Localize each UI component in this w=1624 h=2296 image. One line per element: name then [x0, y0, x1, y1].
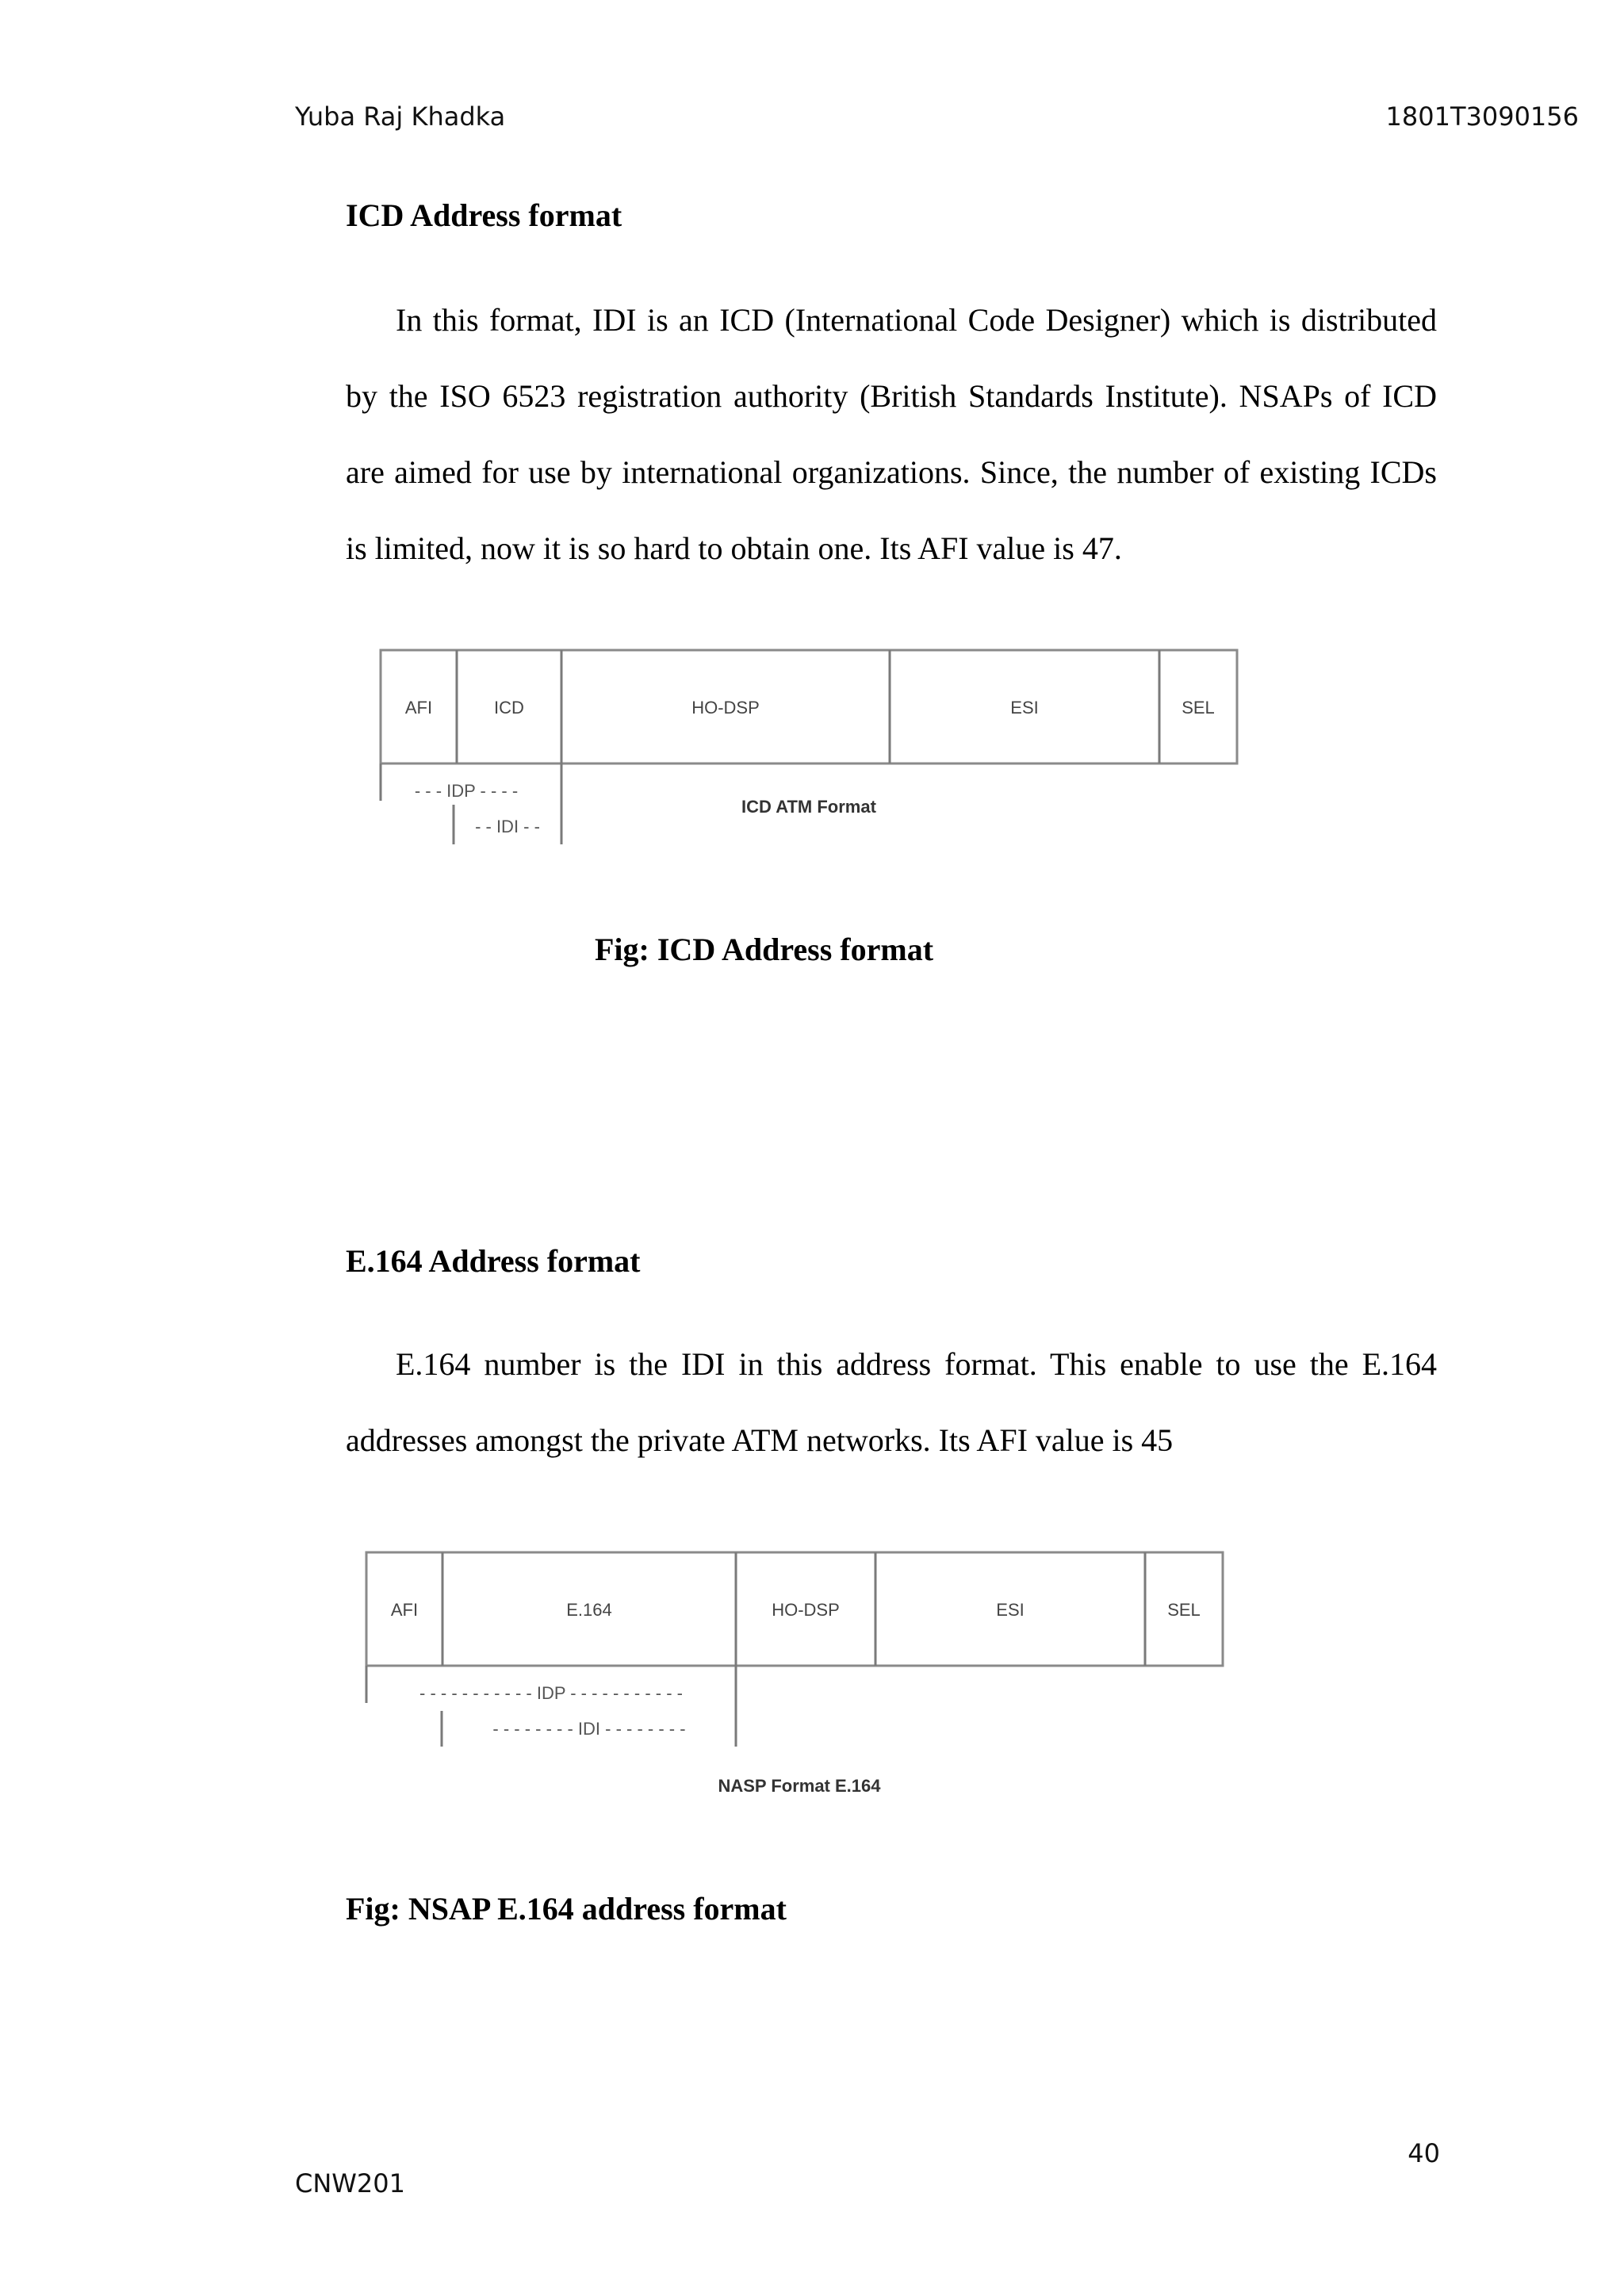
paragraph-e164: E.164 number is the IDI in this address format. This enable to use the E.164 addresses amongst the private ATM networks. Its AFI value is 45 — [346, 1346, 1437, 1458]
figure-caption-e164: Fig: NSAP E.164 address format — [346, 1891, 787, 1927]
footer-course-code: CNW201 — [295, 2168, 405, 2198]
diagram-title-icd: ICD ATM Format — [741, 797, 876, 817]
idi-span-label: - - - - - - - - IDI - - - - - - - - — [492, 1719, 686, 1739]
field-sel: SEL — [1182, 698, 1215, 718]
field-e164: E.164 — [566, 1600, 612, 1620]
e164-address-diagram — [358, 1544, 1239, 1806]
field-esi: ESI — [1010, 698, 1039, 718]
field-icd: ICD — [494, 698, 524, 718]
page-number: 40 — [1408, 2138, 1440, 2168]
field-ho-dsp: HO-DSP — [772, 1600, 840, 1620]
field-sel: SEL — [1167, 1600, 1201, 1620]
field-afi: AFI — [390, 1600, 419, 1620]
field-esi: ESI — [996, 1600, 1025, 1620]
idp-span-label: - - - - - - - - - - - IDP - - - - - - - - - - - — [419, 1683, 683, 1703]
section-heading-icd: ICD Address format — [346, 197, 622, 233]
paragraph-icd: In this format, IDI is an ICD (International Code Designer) which is distributed by the ISO 6523 registration authority (British Standards Institute). NSAPs of ICD are aimed for use by international organizations. Since, the number of existing ICDs is limited, now it is so hard to obtain one. Its AFI value is 47. — [346, 302, 1437, 566]
header-student-id: 1801T3090156 — [1385, 101, 1579, 132]
field-afi: AFI — [404, 698, 433, 718]
diagram-title-e164: NASP Format E.164 — [718, 1776, 881, 1796]
idp-span-label: - - - IDP - - - - — [414, 781, 519, 801]
icd-address-diagram — [373, 642, 1253, 848]
section-heading-e164: E.164 Address format — [346, 1243, 641, 1279]
header-author: Yuba Raj Khadka — [295, 101, 506, 132]
figure-caption-icd: Fig: ICD Address format — [595, 932, 934, 967]
field-ho-dsp: HO-DSP — [691, 698, 760, 718]
idi-span-label: - - IDI - - — [475, 817, 540, 836]
